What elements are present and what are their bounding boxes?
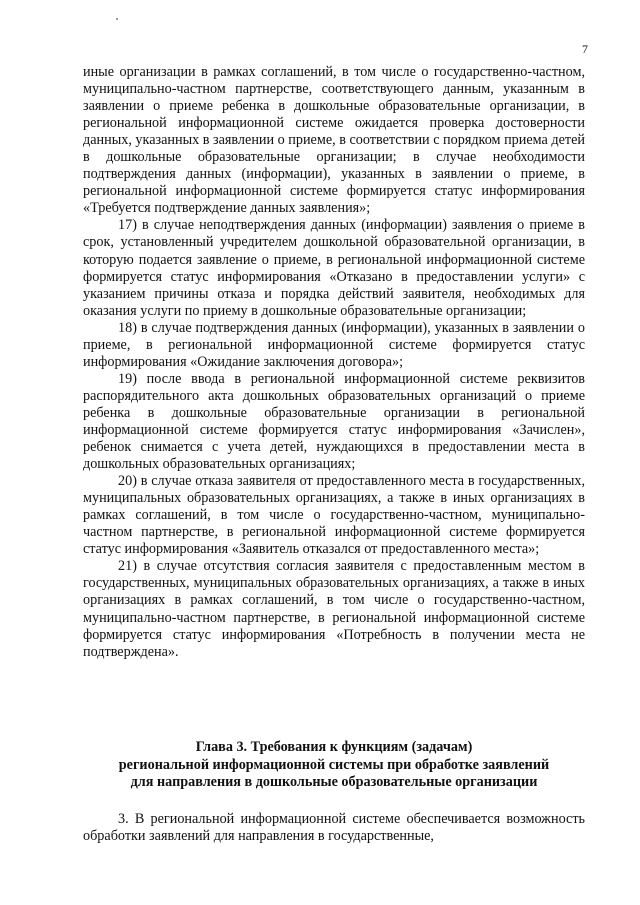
list-item-19: 19) после ввода в региональной информационной системе реквизитов распорядительного акта дошкольных образовательных организаций о приеме ребенка в дошкольные образовательные организации в региональной информационной системе формируется статус информирования «Зачислен», ребенок снимается с учета детей, нуждающихся в предоставлении места в дошкольных образовательных организациях;: [83, 370, 585, 473]
section-3: [83, 811, 585, 845]
list-item-20: 20) в случае отказа заявителя от предоставленного места в государственных, муниципальных образовательных организациях, а также в иных организациях в рамках соглашений, в том числе о государственно-частном, муниципально-частном партнерстве, в региональной информационной системе формируется статус информирования «Заявитель отказался от предоставленного места»;: [83, 473, 585, 558]
chapter-heading: [83, 739, 585, 792]
list-item-18: 18) в случае подтверждения данных (информации), указанных в заявлении о приеме, в региональной информационной системе формируется статус информирования «Ожидание заключения договора»;: [83, 319, 585, 370]
chapter-heading-line-3: для направления в дошкольные образовательные организации: [130, 774, 538, 790]
body-text: [83, 64, 585, 661]
list-item-17: 17) в случае неподтверждения данных (информации) заявления о приеме в срок, установленный учредителем дошкольной образовательной организации, в которую подается заявление о приеме, в региональной информационной системе формируется статус информирования «Отказано в предоставлении услуги» с указанием причины отказа и порядка действий заявителя, необходимых для оказания услуги по приему в дошкольные образовательные организации;: [83, 217, 585, 319]
page-number: 7: [582, 42, 588, 56]
scan-speck: [116, 18, 118, 20]
chapter-heading-line-1: Глава 3. Требования к функциям (задачам): [195, 739, 473, 755]
list-item-21: 21) в случае отсутствия согласия заявителя с предоставленным местом в государственных, муниципальных образовательных организациях, а также в иных организациях в рамках соглашений, в том числе о государственно-частном, муниципально-частном партнерстве, в региональной информационной системе формируется статус информирования «Потребность в получении места не подтверждена».: [83, 558, 585, 660]
intro-paragraph: иные организации в рамках соглашений, в том числе о государственно-частном, муниципально-частном партнерстве, соответствующего данным, указанным в заявлении о приеме ребенка в дошкольные образовательные организации, в региональной информационной системе ожидается проверка достоверности данных, указанных в заявлении о приеме, в соответствии с порядком приема детей в дошкольные образовательные организации; в случае необходимости подтверждения данных (информации), указанных в заявлении о приеме, в региональной информационной системе формируется статус информирования «Требуется подтверждение данных заявления»;: [83, 64, 585, 217]
section-3-paragraph: 3. В региональной информационной системе обеспечивается возможность обработки заявлений для направления в государственные,: [83, 811, 585, 845]
chapter-heading-line-2: региональной информационной системы при обработке заявлений: [118, 756, 550, 773]
